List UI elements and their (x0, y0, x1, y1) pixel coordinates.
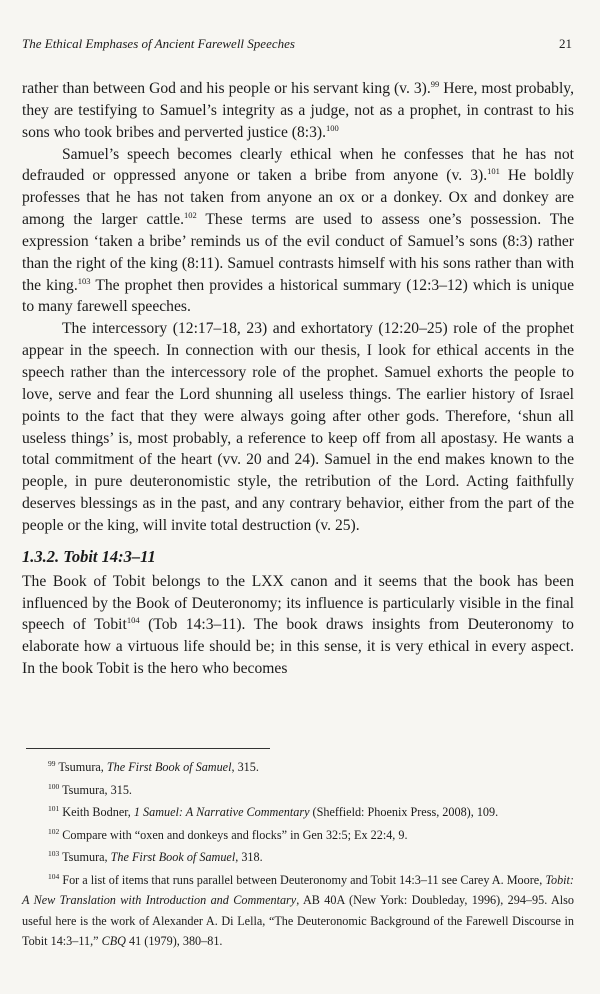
paragraph-2: Samuel’s speech becomes clearly ethical when he confesses that he has not defrauded or oppressed anyone or taken a bribe from anyone (v. 3).$^{101}$ He boldly professes that he has not taken from anyone an ox or a donkey. Ox and donkey are among the larger cattle.$^{102}$ These terms are used to assess one’s possession. The expression ‘taken a bribe’ reminds us of the evil conduct of Samuel’s sons (8:3) rather than the right of the king (8:11). Samuel contrasts himself with his sons rather than with the king.$^{103}$ The prophet then provides a historical summary (12:3–12) which is unique to many farewell speeches. (22, 145, 574, 316)
footnote-ref-104[interactable]: 104 (126, 615, 140, 626)
footnote-103: $^{103}$ Tsumura, The First Book of Samuel, 318. (48, 849, 263, 864)
footnote-divider (26, 748, 270, 749)
footnote-99: $^{99}$ Tsumura, The First Book of Samuel, 315. (48, 759, 259, 774)
footnote-ref-101[interactable]: 101 (487, 166, 500, 177)
footnote-ref-99[interactable]: 99 (430, 79, 440, 89)
footnote-102: $^{102}$ Compare with “oxen and donkeys and flocks” in Gen 32:5; Ex 22:4, 9. (48, 826, 408, 842)
footnote-ref-102[interactable]: 102 (184, 210, 197, 221)
section-title: Tobit 14:3–11 (63, 546, 156, 566)
footnote-ref-103[interactable]: 103 (77, 275, 91, 286)
section-heading (22, 546, 574, 568)
footnote-104: $^{104}$ For a list of items that runs parallel between Deuteronomy and Tobit 14:3–11 see Carey A. Moore, Tobit: A New Translation with Introduction and Commentary, AB 40A (New York: Doubleday, 1996), 294–95. Also useful here is the work of Alexander A. Di Lella, “The Deuteronomic Background of the Farewell Discourse in Tobit 14:3–11,” CBQ 41 (1979), 380–81. (22, 871, 574, 948)
footnote-ref-100[interactable]: 100 (326, 122, 339, 133)
body-text (22, 78, 574, 680)
paragraph-1: rather than between God and his people or his servant king (v. 3).$^{99}$ Here, most probably, they are testifying to Samuel’s integrity as a judge, not as a prophet, in contrast to his sons who took bribes and perverted justice (8:3).$^{100}$ (22, 79, 574, 141)
footnote-101: $^{101}$ Keith Bodner, 1 Samuel: A Narrative Commentary (Sheffield: Phoenix Press, 2008), 109. (48, 804, 499, 819)
footnote-100: $^{100}$ Tsumura, 315. (48, 781, 132, 797)
paragraph-3: The intercessory (12:17–18, 23) and exhortatory (12:20–25) role of the prophet appear in the speech. In connection with our thesis, I look for ethical accents in the speech rather than the intercessory role of the prophet. Samuel exhorts the people to love, serve and fear the Lord shunning all useless things. The earlier history of Israel points to the fact that they were always going after other gods. Therefore, ‘shun all useless things’ is, most probably, a reference to keep off from all apostasy. He wants a total commitment of the heart (vv. 20 and 24). Samuel in the end makes known to the people, in pure deuteronomistic style, the retribution of the Lord. Acting faithfully deserves blessings as in the past, and any contrary behavior, either from the part of the people or the king, will invite total destruction (v. 25). (22, 320, 574, 534)
page-number: 21 (559, 36, 572, 51)
running-head-title: The Ethical Emphases of Ancient Farewell Speeches (22, 36, 295, 51)
running-head (22, 36, 572, 52)
section-number: 1.3.2. (22, 546, 60, 566)
footnotes (22, 755, 574, 952)
paragraph-4: The Book of Tobit belongs to the LXX canon and it seems that the book has been influenced by the Book of Deuteronomy; its influence is particularly visible in the final speech of Tobit$^{104}$ (Tob 14:3–11). The book draws insights from Deuteronomy to elaborate how a virtuous life should be; in this sense, it is very ethical in every aspect. In the book Tobit is the hero who becomes (22, 572, 574, 678)
